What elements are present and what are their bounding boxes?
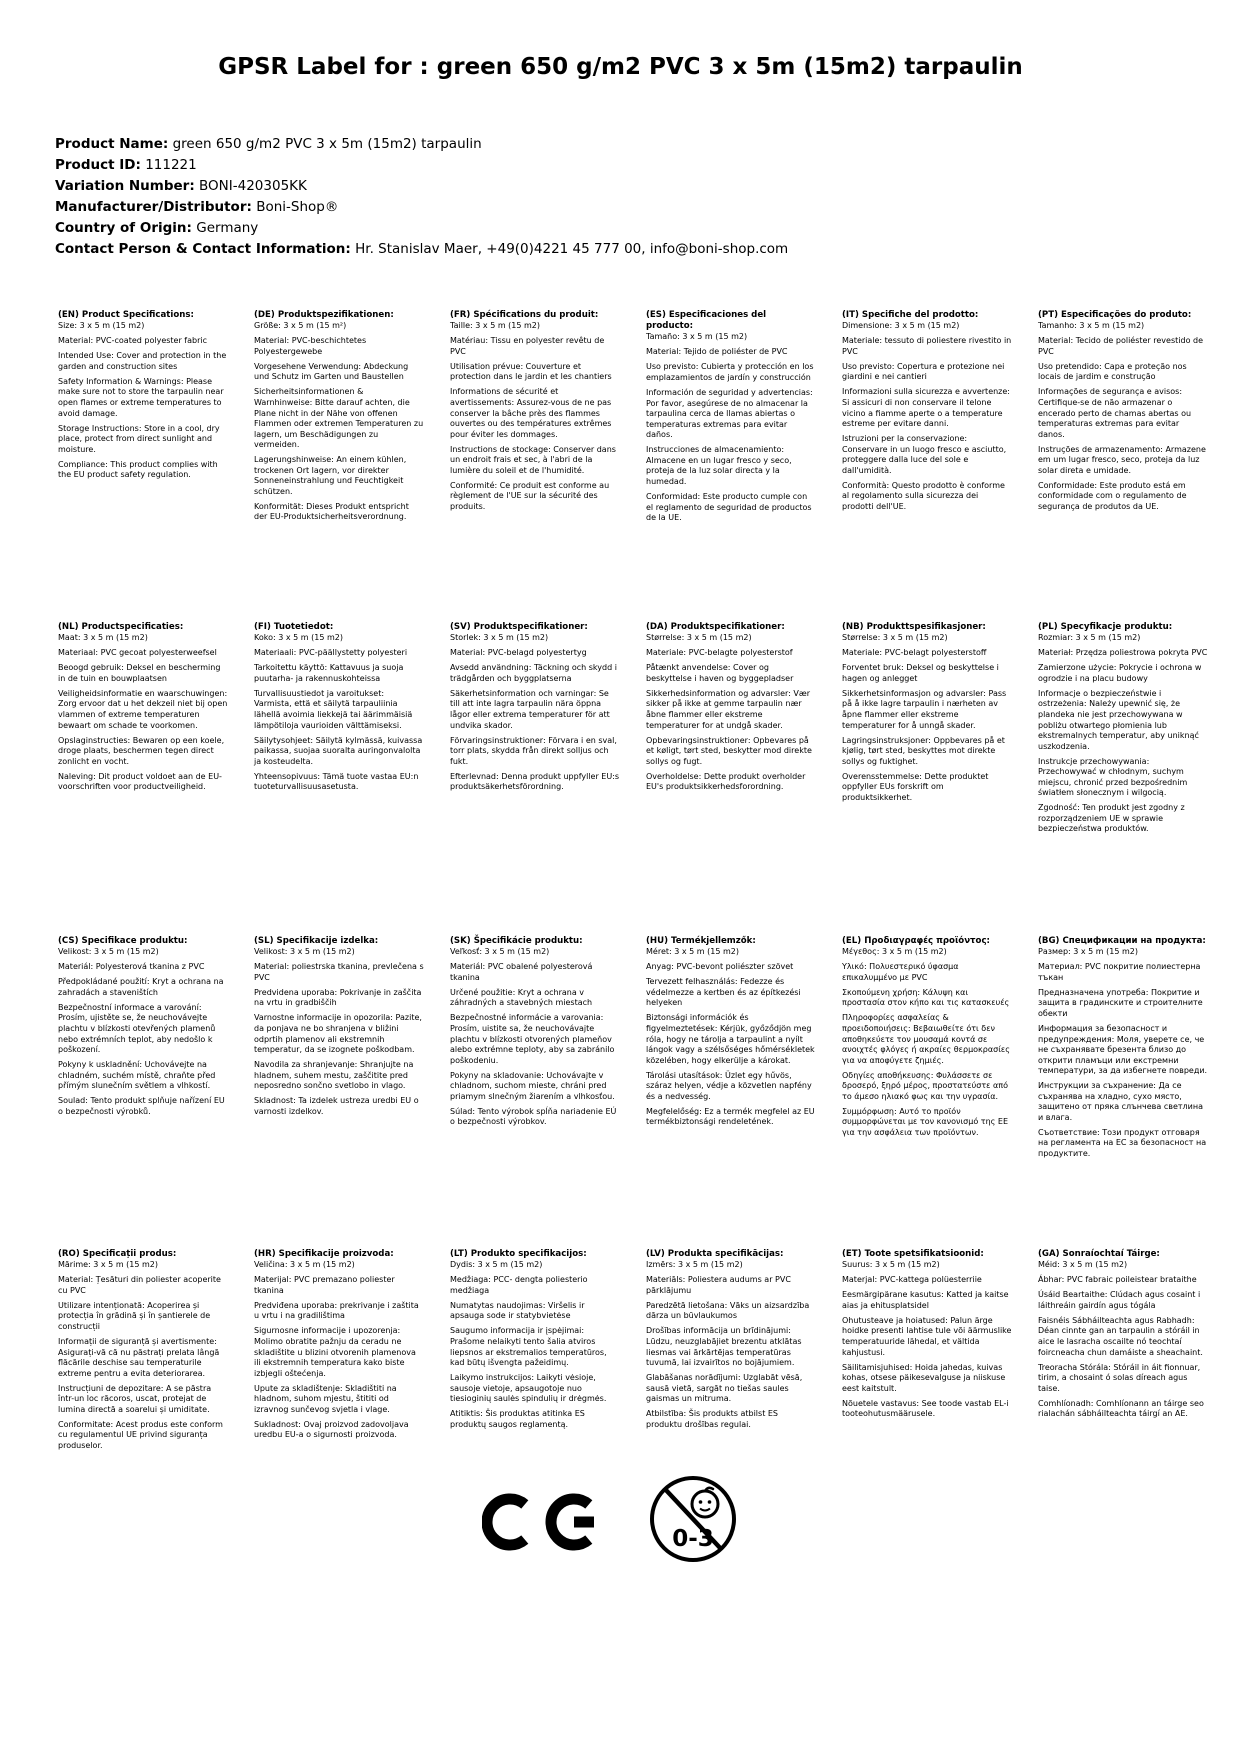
spec-paragraph: Paredzētā lietošana: Vāks un aizsardzība dārza un būvlaukumos xyxy=(646,1300,810,1321)
spec-paragraphs-el xyxy=(842,962,1012,1138)
spec-paragraphs-et xyxy=(842,1275,1012,1420)
spec-paragraph: Pokyny na skladovanie: Uchovávajte v chladnom, suchom mieste, chráni pred priamym slnečným žiarením a vlhkosťou. xyxy=(450,1070,615,1101)
footer-icons xyxy=(0,1470,1241,1580)
spec-section-et xyxy=(842,1249,1012,1420)
spec-row-3 xyxy=(58,936,1218,1160)
spec-paragraph: Atbilstība: Šis produkts atbilst ES produktu drošības regulai. xyxy=(646,1409,779,1429)
spec-paragraph: Conformitate: Acest produs este conform cu regulamentul UE privind siguranța produselor. xyxy=(58,1419,223,1450)
spec-size-hu: Méret: 3 x 5 m (15 m2) xyxy=(646,947,739,957)
spec-paragraph: Instructions de stockage: Conserver dans un endroit frais et sec, à l'abri de la lumière du soleil et de l'humidité. xyxy=(450,444,616,475)
country-of-origin-row xyxy=(55,218,788,239)
spec-section-en xyxy=(58,310,228,481)
spec-paragraph: Předpokládané použití: Kryt a ochrana na zahradách a staveništích xyxy=(58,977,224,997)
spec-paragraph: Informações de segurança e avisos: Certifique-se de não armazenar o encerado perto de chamas abertas ou temperaturas extremas para evitar danos. xyxy=(1038,387,1192,439)
spec-paragraph: Bezpečnostné informácie a varovania: Prosím, uistite sa, že neuchovávajte plachtu v blízkosti otvorených plameňov alebo extrémne teploty, aby sa zabránilo poškodeniu. xyxy=(450,1013,615,1065)
spec-paragraph: Material: Tecido de poliéster revestido de PVC xyxy=(1038,336,1203,356)
spec-heading-hr: (HR) Specifikacije proizvoda: xyxy=(254,1249,394,1259)
spec-size-ga: Méid: 3 x 5 m (15 m2) xyxy=(1038,1260,1128,1270)
contact-value: Hr. Stanislav Maer, +49(0)4221 45 777 00, info@boni-shop.com xyxy=(355,241,789,257)
spec-paragraph: Matériau: Tissu en polyester revêtu de PVC xyxy=(450,336,605,356)
spec-paragraph: Информация за безопасност и предупреждения: Моля, уверете се, че не съхранявате брезента близо до открити пламъци или екстремни температури, за да избегнете повреди. xyxy=(1038,1023,1208,1076)
spec-heading-sk: (SK) Špecifikácie produktu: xyxy=(450,936,583,946)
spec-paragraph: Eesmärgipärane kasutus: Katted ja kaitse aias ja ehitusplatsidel xyxy=(842,1290,1009,1310)
spec-heading-nb: (NB) Produkttspesifikasjoner: xyxy=(842,622,986,632)
spec-paragraphs-lv xyxy=(646,1275,816,1430)
spec-paragraph: Medžiaga: PCC- dengta poliesterio medžiaga xyxy=(450,1275,588,1295)
spec-paragraph: Sigurnosne informacije i upozorenja: Molimo obratite pažnju da ceradu ne skladištite u blizini otvorenih plamenova ili ekstremnih temperatura kako biste izbjegli oštećenja. xyxy=(254,1326,416,1378)
spec-paragraph: Υλικό: Πολυεστερικό ύφασμα επικαλυμμένο με PVC xyxy=(842,962,959,982)
spec-paragraphs-ga xyxy=(1038,1275,1208,1420)
spec-paragraph: Soulad: Tento produkt splňuje nařízení EU o bezpečnosti výrobků. xyxy=(58,1096,225,1116)
spec-heading-ro: (RO) Specificații produs: xyxy=(58,1249,177,1259)
spec-paragraph: Veiligheidsinformatie en waarschuwingen: Zorg ervoor dat u het dekzeil niet bij open vlammen of extreme temperaturen bewaart om schade te voorkomen. xyxy=(58,688,228,730)
spec-section-cs xyxy=(58,936,228,1117)
product-name-value: green 650 g/m2 PVC 3 x 5m (15m2) tarpaulin xyxy=(172,136,482,152)
spec-paragraph: Upute za skladištenje: Skladištiti na hladnom, suhom mjestu, štititi od izravnog sunčevog svjetla i vlage. xyxy=(254,1383,397,1414)
spec-size-en: Size: 3 x 5 m (15 m2) xyxy=(58,321,145,331)
spec-heading-es: (ES) Especificaciones del producto: xyxy=(646,310,767,332)
spec-paragraph: Beoogd gebruik: Deksel en bescherming in de tuin en bouwplaatsen xyxy=(58,663,221,683)
spec-paragraph: Atitiktis: Šis produktas atitinka ES produktų saugos reglamentą. xyxy=(450,1409,585,1429)
spec-paragraph: Varnostne informacije in opozorila: Pazite, da ponjava ne bo shranjena v bližini odprtih plamenov ali ekstremnih temperatur, da se izognete poškodbam. xyxy=(254,1013,422,1055)
spec-paragraph: Informacje o bezpieczeństwie i ostrzeżenia: Należy upewnić się, że plandeka nie jest przechowywana w pobliżu otwartego płomienia lub ekstremalnych temperatur, aby uniknąć uszkodzenia. xyxy=(1038,688,1199,751)
spec-paragraph: Numatytas naudojimas: Viršelis ir apsauga sode ir statybvietėse xyxy=(450,1300,585,1321)
spec-heading-nl: (NL) Productspecificaties: xyxy=(58,622,184,632)
spec-paragraph: Conformidade: Este produto está em conformidade com o regulamento de segurança de produtos da UE. xyxy=(1038,480,1187,511)
spec-paragraph: Sikkerhetsinformasjon og advarsler: Pass på å ikke lagre tarpaulin i nærheten av åpne flammer eller ekstreme temperaturer for å unngå skader. xyxy=(842,688,1007,730)
spec-paragraph: Συμμόρφωση: Αυτό το προϊόν συμμορφώνεται με τον κανονισμό της ΕΕ για την ασφάλεια των προϊόντων. xyxy=(842,1106,1008,1137)
spec-size-it: Dimensione: 3 x 5 m (15 m2) xyxy=(842,321,960,331)
spec-section-ro xyxy=(58,1249,228,1451)
spec-heading-bg: (BG) Спецификации на продукта: xyxy=(1038,936,1206,946)
spec-paragraph: Laikymo instrukcijos: Laikyti vėsioje, sausoje vietoje, apsaugotoje nuo tiesioginių saulės spindulių ir drėgmės. xyxy=(450,1373,607,1404)
spec-paragraph: Lagringsinstruksjoner: Oppbevares på et kjølig, tørt sted, beskyttes mot direkte sollys og fuktighet. xyxy=(842,735,1005,766)
spec-paragraphs-sk xyxy=(450,962,620,1128)
spec-paragraph: Storage Instructions: Store in a cool, dry place, protect from direct sunlight and moisture. xyxy=(58,423,220,454)
spec-row-4 xyxy=(58,1249,1218,1451)
spec-paragraph: Ábhar: PVC fabraic poileistear brataithe xyxy=(1038,1275,1197,1285)
spec-heading-ga: (GA) Sonraíochtaí Táirge: xyxy=(1038,1249,1160,1259)
spec-section-sk xyxy=(450,936,620,1128)
spec-paragraph: Instrucciones de almacenamiento: Almacene en un lugar fresco y seco, proteja de la luz solar directa y la humedad. xyxy=(646,445,792,486)
spec-paragraph: Säilitamisjuhised: Hoida jahedas, kuivas kohas, otsese päikesevalguse ja niiskuse eest kaitstult. xyxy=(842,1362,1006,1393)
spec-heading-hu: (HU) Termékjellemzők: xyxy=(646,936,756,946)
spec-paragraphs-en xyxy=(58,336,228,481)
spec-paragraph: Zamierzone użycie: Pokrycie i ochrona w ogrodzie i na placu budowy xyxy=(1038,663,1202,683)
spec-paragraph: Avsedd användning: Täckning och skydd i trädgården och byggplatserna xyxy=(450,663,617,683)
spec-section-nl xyxy=(58,622,228,793)
spec-paragraphs-hu xyxy=(646,962,816,1128)
spec-size-cs: Velikost: 3 x 5 m (15 m2) xyxy=(58,947,159,957)
spec-section-sl xyxy=(254,936,424,1117)
spec-paragraph: Lagerungshinweise: An einem kühlen, trockenen Ort lagern, vor direkter Sonneneinstrahlung und Feuchtigkeit schützen. xyxy=(254,455,407,496)
spec-paragraph: Turvallisuustiedot ja varoitukset: Varmista, että et säilytä tarpauliinia lähellä avoimia liekkejä tai äärimmäisiä lämpötiloja vaurioiden välttämiseksi. xyxy=(254,688,413,730)
spec-paragraph: Säkerhetsinformation och varningar: Se till att inte lagra tarpaulin nära öppna lågor eller extrema temperaturer för att undvika skador. xyxy=(450,688,610,730)
spec-paragraphs-it xyxy=(842,336,1012,512)
spec-paragraphs-pt xyxy=(1038,336,1208,512)
spec-size-pl: Rozmiar: 3 x 5 m (15 m2) xyxy=(1038,633,1141,643)
product-id-row xyxy=(55,155,788,176)
spec-size-bg: Размер: 3 x 5 m (15 m2) xyxy=(1038,947,1138,957)
spec-paragraphs-cs xyxy=(58,962,228,1117)
spec-paragraph: Biztonsági információk és figyelmeztetések: Kérjük, győződjön meg róla, hogy ne tárolja a tarpaulint a nyílt lángok vagy a szélsőséges hőmérsékletek közelében, hogy elkerülje a károkat. xyxy=(646,1013,815,1065)
spec-heading-it: (IT) Specifiche del prodotto: xyxy=(842,310,979,320)
spec-size-sk: Veľkosť: 3 x 5 m (15 m2) xyxy=(450,947,550,957)
product-id-value: 111221 xyxy=(145,157,197,173)
spec-paragraph: Intended Use: Cover and protection in the garden and construction sites xyxy=(58,351,227,371)
spec-paragraph: Compliance: This product complies with the EU product safety regulation. xyxy=(58,459,218,480)
spec-paragraph: Comhlíonadh: Comhlíonann an táirge seo rialachán sábháilteachta táirgí an AE. xyxy=(1038,1398,1204,1419)
spec-size-nl: Maat: 3 x 5 m (15 m2) xyxy=(58,633,148,643)
spec-paragraph: Tarkoitettu käyttö: Kattavuus ja suoja puutarha- ja rakennuskohteissa xyxy=(254,663,404,683)
spec-paragraph: Overensstemmelse: Dette produktet oppfyller EUs forskrift om produktsikkerhet. xyxy=(842,771,989,802)
spec-size-es: Tamaño: 3 x 5 m (15 m2) xyxy=(646,332,748,342)
spec-paragraph: Uso previsto: Copertura e protezione nei giardini e nei cantieri xyxy=(842,361,1005,382)
product-name-row xyxy=(55,134,788,155)
spec-paragraph: Vorgesehene Verwendung: Abdeckung und Schutz im Garten und Baustellen xyxy=(254,361,409,382)
spec-section-da xyxy=(646,622,816,793)
spec-paragraph: Material: PVC-belagd polyestertyg xyxy=(450,648,587,658)
spec-heading-pt: (PT) Especificações do produto: xyxy=(1038,310,1192,320)
spec-paragraphs-nl xyxy=(58,648,228,793)
spec-paragraph: Material: PVC-beschichtetes Polyestergewebe xyxy=(254,336,367,356)
spec-paragraph: Información de seguridad y advertencias: Por favor, asegúrese de no almacenar la tarpaulina cerca de llamas abiertas o temperaturas extremas para evitar daños. xyxy=(646,388,813,440)
contact-label: Contact Person & Contact Information: xyxy=(55,241,351,257)
spec-paragraph: Predviđena uporaba: prekrivanje i zaštita u vrtu i na gradilištima xyxy=(254,1300,419,1321)
spec-paragraphs-nb xyxy=(842,648,1012,803)
spec-paragraph: Materiale: tessuto di poliestere rivestito in PVC xyxy=(842,336,1012,356)
spec-size-pt: Tamanho: 3 x 5 m (15 m2) xyxy=(1038,321,1145,331)
spec-paragraph: Materiál: PVC obalené polyesterová tkanina xyxy=(450,962,593,982)
page-title: GPSR Label for : green 650 g/m2 PVC 3 x 5m (15m2) tarpaulin xyxy=(218,54,1023,80)
spec-section-lt xyxy=(450,1249,620,1430)
country-of-origin-label: Country of Origin: xyxy=(55,220,192,236)
spec-paragraph: Material: Țesături din poliester acoperite cu PVC xyxy=(58,1275,221,1295)
spec-paragraph: Glabāšanas norādījumi: Uzglabāt vēsā, sausā vietā, sargāt no tiešas saules gaismas un mitruma. xyxy=(646,1373,803,1404)
spec-paragraph: Konformität: Dieses Produkt entspricht der EU-Produktsicherheitsverordnung. xyxy=(254,501,409,522)
spec-section-pt xyxy=(1038,310,1208,512)
spec-paragraph: Megfelelőség: Ez a termék megfelel az EU termékbiztonsági rendeletének. xyxy=(646,1106,815,1127)
spec-paragraph: Materiāls: Poliestera audums ar PVC pārklājumu xyxy=(646,1275,791,1295)
spec-paragraph: Conformité: Ce produit est conforme au règlement de l'UE sur la sécurité des produits. xyxy=(450,480,610,511)
product-info-block xyxy=(55,134,788,260)
spec-paragraph: Instrukcje przechowywania: Przechowywać w chłodnym, suchym miejscu, chronić przed bezpośrednim światłem słonecznym i wilgocią. xyxy=(1038,756,1188,798)
spec-paragraph: Οδηγίες αποθήκευσης: Φυλάσσετε σε δροσερό, ξηρό μέρος, προστατεύστε από το άμεσο ηλιακό φως και την υγρασία. xyxy=(842,1070,1008,1101)
spec-paragraph: Materiale: PVC-belagt polyesterstoff xyxy=(842,648,987,658)
spec-heading-sv: (SV) Produktspecifikationer: xyxy=(450,622,588,632)
spec-section-el xyxy=(842,936,1012,1138)
spec-paragraph: Säilytysohjeet: Säilytä kylmässä, kuivassa paikassa, suojaa suoralta auringonvalolta ja kosteudelta. xyxy=(254,735,423,766)
spec-section-de xyxy=(254,310,424,523)
spec-heading-cs: (CS) Specifikace produktu: xyxy=(58,936,188,946)
spec-paragraph: Материал: PVC покритие полиестерна тъкан xyxy=(1038,962,1201,982)
spec-paragraph: Conformità: Questo prodotto è conforme al regolamento sulla sicurezza dei prodotti dell'UE. xyxy=(842,480,1005,511)
spec-heading-et: (ET) Toote spetsifikatsioonid: xyxy=(842,1249,984,1259)
spec-paragraph: Materiale: PVC-belagte polyesterstof xyxy=(646,648,793,658)
age-warning-icon xyxy=(648,1474,738,1568)
spec-paragraph: Informations de sécurité et avertissements: Assurez-vous de ne pas conserver la bâche près des flammes ouvertes ou des températures extrêmes pour éviter les dommages. xyxy=(450,387,612,439)
spec-heading-en: (EN) Product Specifications: xyxy=(58,310,194,320)
spec-paragraph: Materiaal: PVC gecoat polyesterweefsel xyxy=(58,648,217,658)
spec-size-hr: Veličina: 3 x 5 m (15 m2) xyxy=(254,1260,355,1270)
spec-size-da: Størrelse: 3 x 5 m (15 m2) xyxy=(646,633,752,643)
variation-number-label: Variation Number: xyxy=(55,178,195,194)
spec-paragraph: Opslaginstructies: Bewaren op een koele, droge plaats, beschermen tegen direct zonlicht en vocht. xyxy=(58,735,225,766)
product-id-label: Product ID: xyxy=(55,157,141,173)
spec-paragraph: Treoracha Stórála: Stóráil in áit fionnuar, tirim, a chosaint ó solas díreach agus taise. xyxy=(1038,1362,1201,1393)
spec-row-2 xyxy=(58,622,1218,835)
spec-section-nb xyxy=(842,622,1012,803)
spec-paragraph: Съответствие: Този продукт отговаря на регламента на ЕС за безопасност на продуктите. xyxy=(1038,1127,1207,1158)
spec-size-ro: Mărime: 3 x 5 m (15 m2) xyxy=(58,1260,158,1270)
spec-paragraph: Предназначена употреба: Покритие и защита в градинските и строителните обекти xyxy=(1038,987,1203,1018)
spec-paragraph: Material: PVC-coated polyester fabric xyxy=(58,336,207,346)
spec-paragraph: Predvidena uporaba: Pokrivanje in zaščita na vrtu in gradbiščih xyxy=(254,987,422,1008)
spec-paragraph: Инструкции за съхранение: Да се съхранява на хладно, сухо място, защитено от пряка слънчева светлина и влага. xyxy=(1038,1081,1203,1122)
spec-paragraph: Sicherheitsinformationen & Warnhinweise: Bitte darauf achten, die Plane nicht in der Nähe von offenen Flammen oder extremen Temperaturen zu lagern, um Beschädigungen zu vermeiden. xyxy=(254,387,424,450)
manufacturer-label: Manufacturer/Distributor: xyxy=(55,199,252,215)
spec-paragraph: Určené použitie: Kryt a ochrana v záhradných a stavebných miestach xyxy=(450,987,593,1008)
spec-section-pl xyxy=(1038,622,1208,835)
spec-section-lv xyxy=(646,1249,816,1430)
spec-paragraph: Pokyny k uskladnění: Uchovávejte na chladném, suchém místě, chraňte před přímým slunečním světlem a vlhkostí. xyxy=(58,1060,216,1091)
spec-paragraph: Instruções de armazenamento: Armazene em um lugar fresco, seco, proteja da luz solar direta e umidade. xyxy=(1038,444,1206,475)
spec-paragraph: Material: Tejido de poliéster de PVC xyxy=(646,347,788,357)
spec-paragraph: Forventet bruk: Deksel og beskyttelse i hagen og anlegget xyxy=(842,663,999,683)
spec-heading-el: (EL) Προδιαγραφές προϊόντος: xyxy=(842,936,990,946)
spec-paragraphs-fr xyxy=(450,336,620,512)
spec-paragraph: Zgodność: Ten produkt jest zgodny z rozporządzeniem UE w sprawie bezpieczeństwa produktów. xyxy=(1038,803,1185,834)
country-of-origin-value: Germany xyxy=(196,220,259,236)
spec-paragraph: Påtænkt anvendelse: Cover og beskyttelse i haven og byggepladser xyxy=(646,663,794,683)
ce-mark-icon xyxy=(482,1492,602,1556)
spec-heading-de: (DE) Produktspezifikationen: xyxy=(254,310,394,320)
spec-paragraph: Πληροφορίες ασφαλείας & προειδοποιήσεις: Βεβαιωθείτε ότι δεν αποθηκεύετε τον μουσαμά κοντά σε ανοιχτές φλόγες ή ακραίες θερμοκρασίες για να αποφύγετε ζημιές. xyxy=(842,1013,1010,1065)
spec-size-nb: Størrelse: 3 x 5 m (15 m2) xyxy=(842,633,948,643)
spec-section-fi xyxy=(254,622,424,793)
spec-paragraph: Σκοπούμενη χρήση: Κάλυψη και προστασία στον κήπο και τις κατασκευές xyxy=(842,987,1010,1008)
variation-number-value: BONI-420305KK xyxy=(199,178,307,194)
spec-heading-da: (DA) Produktspecifikationer: xyxy=(646,622,785,632)
spec-heading-lv: (LV) Produkta specifikācijas: xyxy=(646,1249,784,1259)
spec-paragraph: Safety Information & Warnings: Please make sure not to store the tarpaulin near open flames or extreme temperatures to avoid damage. xyxy=(58,376,224,418)
spec-paragraphs-lt xyxy=(450,1275,620,1430)
spec-size-fi: Koko: 3 x 5 m (15 m2) xyxy=(254,633,343,643)
spec-paragraph: Utilizare intenționată: Acoperirea și protecția în grădină și în șantierele de construcții xyxy=(58,1300,211,1331)
spec-section-bg xyxy=(1038,936,1208,1160)
manufacturer-value: Boni-Shop® xyxy=(256,199,339,215)
spec-paragraph: Anyag: PVC-bevont poliészter szövet xyxy=(646,962,794,972)
spec-size-fr: Taille: 3 x 5 m (15 m2) xyxy=(450,321,541,331)
spec-heading-fi: (FI) Tuotetiedot: xyxy=(254,622,334,632)
spec-paragraph: Conformidad: Este producto cumple con el reglamento de seguridad de productos de la UE. xyxy=(646,491,812,523)
spec-paragraph: Navodila za shranjevanje: Shranjujte na hladnem, suhem mestu, zaščitite pred neposredno sončno svetlobo in vlago. xyxy=(254,1060,414,1091)
spec-row-1 xyxy=(58,310,1218,524)
spec-paragraph: Uso previsto: Cubierta y protección en los emplazamientos de jardín y construcción xyxy=(646,362,814,382)
spec-paragraph: Tárolási utasítások: Üzlet egy hűvös, száraz helyen, védje a közvetlen napfény és a nedvesség. xyxy=(646,1070,812,1101)
spec-paragraphs-de xyxy=(254,336,424,523)
variation-number-row xyxy=(55,176,788,197)
spec-section-ga xyxy=(1038,1249,1208,1420)
spec-paragraphs-hr xyxy=(254,1275,424,1441)
spec-section-sv xyxy=(450,622,620,793)
product-name-label: Product Name: xyxy=(55,136,169,152)
spec-paragraph: Súlad: Tento výrobok spĺňa nariadenie EÚ o bezpečnosti výrobkov. xyxy=(450,1106,617,1127)
spec-paragraph: Uso pretendido: Capa e proteção nos locais de jardim e construção xyxy=(1038,361,1187,382)
spec-paragraph: Naleving: Dit product voldoet aan de EU-voorschriften voor productveiligheid. xyxy=(58,771,222,792)
spec-paragraphs-sv xyxy=(450,648,620,793)
spec-heading-sl: (SL) Specifikacije izdelka: xyxy=(254,936,379,946)
spec-paragraph: Yhteensopivuus: Tämä tuote vastaa EU:n tuoteturvallisuusasetusta. xyxy=(254,771,419,792)
spec-section-fr xyxy=(450,310,620,512)
contact-row xyxy=(55,239,788,260)
spec-size-lv: Izmērs: 3 x 5 m (15 m2) xyxy=(646,1260,743,1270)
spec-heading-fr: (FR) Spécifications du produit: xyxy=(450,310,599,320)
spec-paragraph: Utilisation prévue: Couverture et protection dans le jardin et les chantiers xyxy=(450,361,612,382)
spec-paragraph: Sikkerhedsinformation og advarsler: Vær sikker på ikke at gemme tarpaulin nær åbne flammer eller ekstreme temperaturer for at undgå skader. xyxy=(646,688,811,730)
spec-paragraph: Opbevaringsinstruktioner: Opbevares på et køligt, tørt sted, beskytter mod direkte sollys og fugt. xyxy=(646,735,812,766)
spec-heading-lt: (LT) Produkto specifikacijos: xyxy=(450,1249,587,1259)
spec-paragraph: Materjal: PVC-kattega polüesterriie xyxy=(842,1275,982,1285)
spec-paragraph: Materijal: PVC premazano poliester tkanina xyxy=(254,1275,395,1295)
spec-paragraph: Saugumo informacija ir įspėjimai: Prašome nelaikyti tento šalia atviros liepsnos ar ekstremalios temperatūros, kad būtų išvengta pažeidimų. xyxy=(450,1326,607,1368)
spec-size-lt: Dydis: 3 x 5 m (15 m2) xyxy=(450,1260,543,1270)
spec-paragraphs-da xyxy=(646,648,816,793)
spec-paragraph: Bezpečnostní informace a varování: Prosím, ujistěte se, že neuchovávejte plachtu v blízkosti otevřených plamenů nebo extrémních teplot, aby nedošlo k poškození. xyxy=(58,1002,216,1055)
spec-section-hr xyxy=(254,1249,424,1441)
spec-paragraphs-fi xyxy=(254,648,424,793)
spec-paragraph: Overholdelse: Dette produkt overholder EU's produktsikkerhedsforordning. xyxy=(646,771,806,792)
spec-paragraph: Materiał: Przędza poliestrowa pokryta PVC xyxy=(1038,648,1208,658)
spec-section-it xyxy=(842,310,1012,512)
spec-paragraph: Informazioni sulla sicurezza e avvertenze: Si assicuri di non conservare il telone vicino a fiamme aperte o a temperature estreme per evitare danni. xyxy=(842,387,1010,429)
spec-heading-pl: (PL) Specyfikacje produktu: xyxy=(1038,622,1173,632)
spec-paragraph: Instrucțiuni de depozitare: A se păstra într-un loc răcoros, uscat, protejat de lumina directă a soarelui și umiditate. xyxy=(58,1383,212,1414)
spec-size-sl: Velikost: 3 x 5 m (15 m2) xyxy=(254,947,355,957)
manufacturer-row xyxy=(55,197,788,218)
spec-paragraph: Tervezett felhasználás: Fedezze és védelmezze a kertben és az építkezési helyeken xyxy=(646,977,801,1008)
spec-size-de: Größe: 3 x 5 m (15 m²) xyxy=(254,321,347,331)
spec-paragraphs-bg xyxy=(1038,962,1208,1159)
spec-section-hu xyxy=(646,936,816,1128)
spec-paragraph: Skladnost: Ta izdelek ustreza uredbi EU o varnosti izdelkov. xyxy=(254,1096,419,1116)
spec-paragraphs-es xyxy=(646,347,816,523)
spec-size-sv: Storlek: 3 x 5 m (15 m2) xyxy=(450,633,549,643)
spec-paragraph: Förvaringsinstruktioner: Förvara i en sval, torr plats, skydda från direkt solljus och fukt. xyxy=(450,735,617,766)
spec-size-et: Suurus: 3 x 5 m (15 m2) xyxy=(842,1260,940,1270)
spec-paragraph: Sukladnost: Ovaj proizvod zadovoljava uredbu EU-a o sigurnosti proizvoda. xyxy=(254,1419,409,1440)
spec-paragraph: Istruzioni per la conservazione: Conservare in un luogo fresco e asciutto, proteggere dalla luce del sole e dall'umidità. xyxy=(842,434,1007,475)
age-range-text: 0-3 xyxy=(672,1526,714,1552)
spec-paragraph: Úsáid Beartaithe: Clúdach agus cosaint i láithreáin gairdín agus tógála xyxy=(1038,1290,1201,1310)
spec-paragraph: Material: poliestrska tkanina, prevlečena s PVC xyxy=(254,962,424,982)
spec-paragraph: Materiál: Polyesterová tkanina z PVC xyxy=(58,962,205,972)
spec-paragraphs-pl xyxy=(1038,648,1208,835)
spec-paragraph: Informații de siguranță și avertismente: Asigurați-vă că nu păstrați prelata lângă flăcările deschise sau temperaturile extreme pentru a evita deteriorarea. xyxy=(58,1336,220,1378)
spec-paragraph: Nõuetele vastavus: See toode vastab EL-i tooteohutusmäärusele. xyxy=(842,1398,1009,1419)
spec-paragraph: Faisnéis Sábháilteachta agus Rabhadh: Déan cinnte gan an tarpaulin a stóráil in aice le lasracha oscailte nó teochtaí foircneacha chun damáiste a sheachaint. xyxy=(1038,1315,1203,1357)
spec-paragraph: Drošības informācija un brīdinājumi: Lūdzu, neuzglabājiet brezentu atklātas liesmas vai ārkārtējas temperatūras tuvumā, lai izvairītos no bojājumiem. xyxy=(646,1326,802,1368)
spec-section-es xyxy=(646,310,816,524)
spec-size-el: Μέγεθος: 3 x 5 m (15 m2) xyxy=(842,947,947,957)
spec-paragraphs-sl xyxy=(254,962,424,1117)
spec-paragraph: Efterlevnad: Denna produkt uppfyller EU:s produktsäkerhetsförordning. xyxy=(450,771,620,792)
spec-paragraph: Materiaali: PVC-päällystetty polyesteri xyxy=(254,648,408,658)
spec-paragraph: Ohutusteave ja hoiatused: Palun ärge hoidke presenti lahtise tule või äärmuslike temperatuuride lähedal, et vältida kahjustusi. xyxy=(842,1315,1012,1357)
spec-paragraphs-ro xyxy=(58,1275,228,1451)
